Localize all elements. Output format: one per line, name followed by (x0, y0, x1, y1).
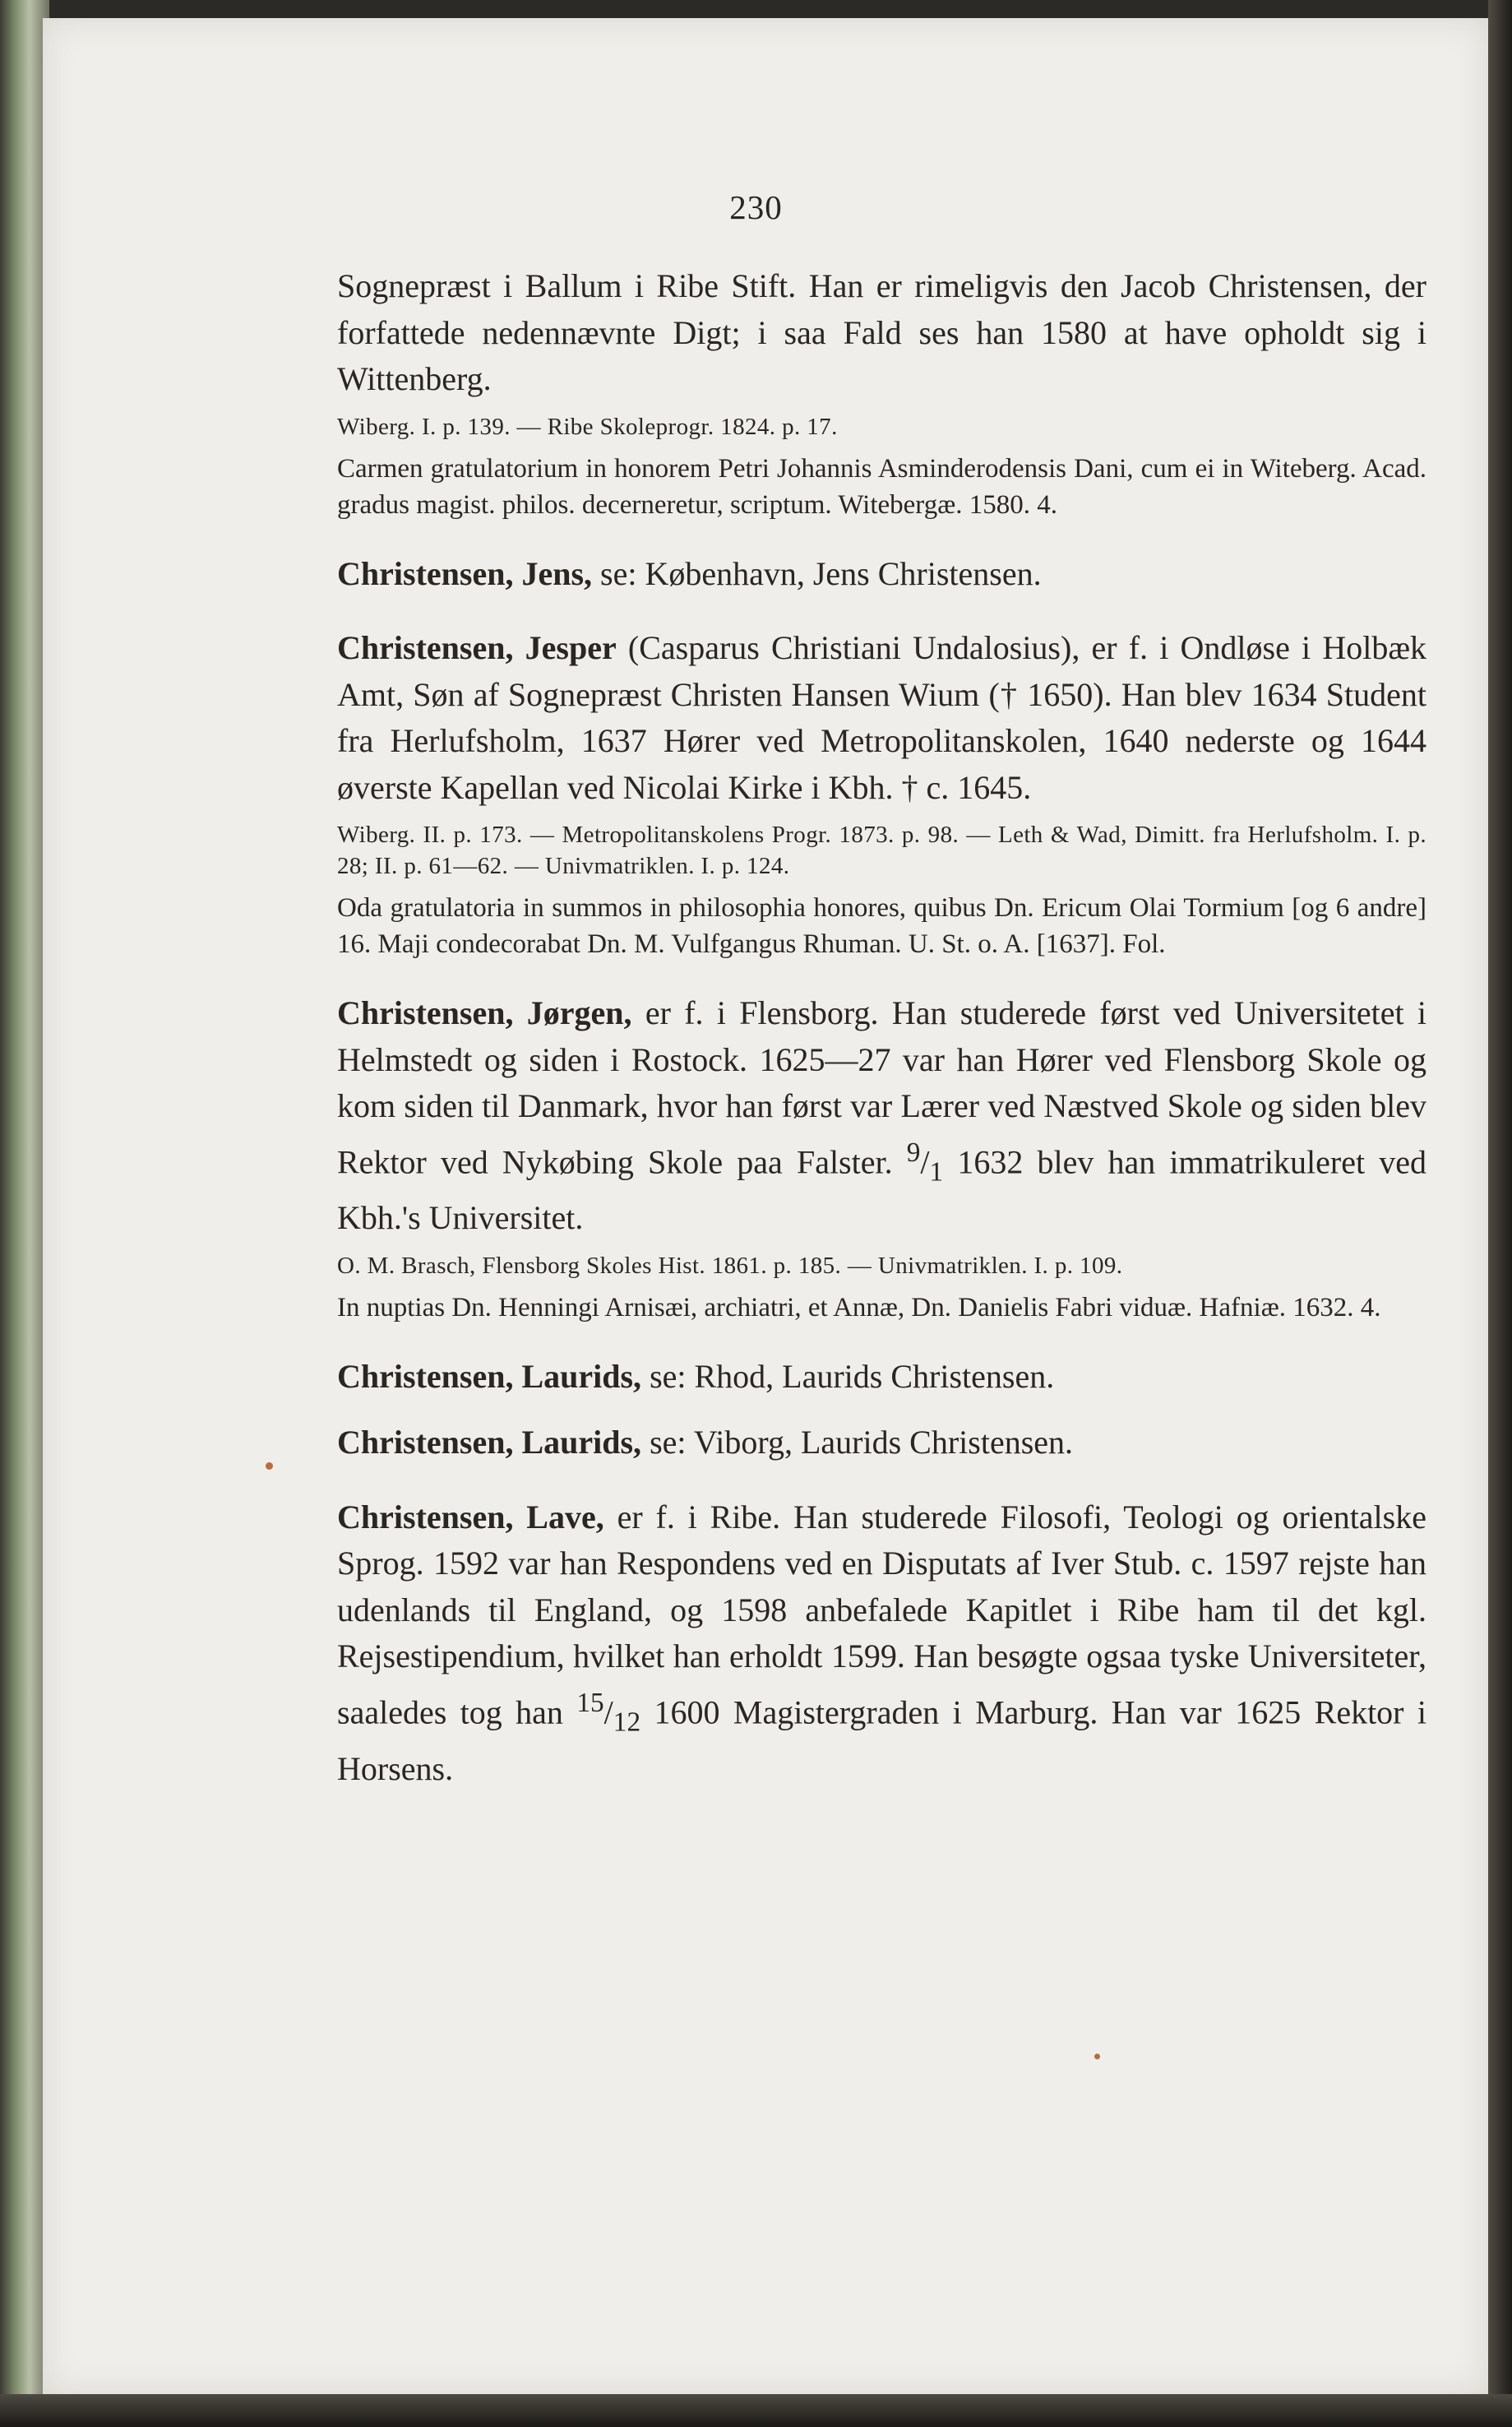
entry-jorgen-fraction-numerator: 9 (906, 1137, 921, 1168)
entry-lave-text-a: er f. i Ribe. Han studerede Filosofi, Teologi og orientalske Sprog. 1592 var han Respondens ved en Disputats af Iver Stub. c. 1597 rejste han udenlands til England, og 1598 anbefalede Kapitlet i Ribe ham til det kgl. Rejsestipendium, hvilket han erholdt 1599. Han besøgte ogsaa tyske Universiteter, saaledes tog han (337, 1498, 1426, 1731)
entry-lave-text-b: 1600 Magistergraden i Marburg. Han var 1625 Rektor i Horsens. (337, 1693, 1427, 1787)
entry-continuation-work: Carmen gratulatorium in honorem Petri Johannis Asminderodensis Dani, cum ei in Witeberg. Acad. gradus magist. philos. decerneretur, scriptum. Witebergæ. 1580. 4. (337, 453, 1426, 520)
entry-jens (337, 551, 1426, 598)
entry-jorgen-references: O. M. Brasch, Flensborg Skoles Hist. 1861. p. 185. — Univmatriklen. I. p. 109. (337, 1252, 1123, 1279)
page-number: 230 (729, 188, 783, 226)
page-bottom-edge (0, 2394, 1512, 2427)
entry-jorgen-work: In nuptias Dn. Henningi Arnisæi, archiatri, et Annæ, Dn. Danielis Fabri viduæ. Hafniæ. 1632. 4. (337, 1292, 1381, 1322)
entry-jorgen-name: Christensen, Jørgen, (337, 994, 632, 1031)
entry-lave-fraction-numerator: 15 (576, 1687, 604, 1718)
entry-jens-text: se: København, Jens Christensen. (600, 554, 1042, 592)
entry-jesper-references: Wiberg. II. p. 173. — Metropolitanskolens Progr. 1873. p. 98. — Leth & Wad, Dimitt. fra Herlufsholm. I. p. 28; II. p. 61—62. — Univmatriklen. I. p. 124. (337, 822, 1426, 879)
entry-jorgen-fraction-denominator: 1 (929, 1156, 944, 1187)
entry-jesper (337, 625, 1426, 811)
entry-lave-name: Christensen, Lave, (337, 1498, 604, 1535)
entry-laurids-viborg (337, 1420, 1426, 1466)
entry-lave: Christensen, Lave, er f. i Ribe. Han studerede Filosofi, Teologi og orientalske Sprog. 1592 var han Respondens ved en Disputats af Iver Stub. c. 1597 rejste han udenlands til England, og 1598 anbefalede Kapitlet i Ribe ham til det kgl. Rejsestipendium, hvilket han erholdt 1599. Han besøgte ogsaa tyske Universiteter, saaledes tog han $^{15}/_{12}$ 1600 Magistergraden i Marburg. Han var 1625 Rektor i Horsens. (337, 1498, 1427, 1787)
entry-laurids-viborg-name: Christensen, Laurids, (337, 1424, 642, 1461)
entry-laurids-rhod (337, 1354, 1426, 1401)
entry-jorgen-text-a: er f. i Flensborg. Han studerede først ved Universitetet i Helmstedt og siden i Rostock. 1625—27 var han Hører ved Flensborg Skole og kom siden til Danmark, hvor han først var Lærer ved Næstved Skole og siden blev Rektor ved Nykøbing Skole paa Falster. (337, 994, 1427, 1180)
entry-jesper-name: Christensen, Jesper (337, 629, 617, 666)
book-spine (0, 0, 49, 2427)
entry-continuation-references: Wiberg. I. p. 139. — Ribe Skoleprogr. 1824. p. 17. (337, 413, 838, 440)
entry-jens-name: Christensen, Jens, (337, 554, 593, 592)
page-content (337, 263, 1426, 1792)
entry-continuation-text: Sognepræst i Ballum i Ribe Stift. Han er rimeligvis den Jacob Christensen, der forfattede nedennævnte Digt; i saa Fald ses han 1580 at have opholdt sig i Wittenberg. (337, 267, 1426, 397)
entry-jorgen: Christensen, Jørgen, er f. i Flensborg. Han studerede først ved Universitetet i Helmstedt og siden i Rostock. 1625—27 var han Hører ved Flensborg Skole og kom siden til Danmark, hvor han først var Lærer ved Næstved Skole og siden blev Rektor ved Nykøbing Skole paa Falster. $^9/_1$ 1632 blev han immatrikuleret ved Kbh.'s Universitet. (337, 994, 1427, 1237)
entry-jesper-work: Oda gratulatoria in summos in philosophia honores, quibus Dn. Ericum Olai Tormium [og 6 andre] 16. Maji condecorabat Dn. M. Vulfgangus Rhuman. U. St. o. A. [1637]. Fol. (337, 893, 1426, 959)
entry-laurids-viborg-text: se: Viborg, Laurids Christensen. (650, 1424, 1074, 1461)
entry-jesper-text: (Casparus Christiani Undalosius), er f. i Ondløse i Holbæk Amt, Søn af Sognepræst Christen Hansen Wium († 1650). Han blev 1634 Student fra Herlufsholm, 1637 Hører ved Metropolitanskolen, 1640 nederste og 1644 øverste Kapellan ved Nicolai Kirke i Kbh. † c. 1645. (337, 629, 1427, 806)
entry-laurids-rhod-name: Christensen, Laurids, (337, 1357, 642, 1395)
page-edge (1488, 0, 1512, 2427)
entry-laurids-rhod-text: se: Rhod, Laurids Christensen. (650, 1357, 1055, 1395)
entry-lave-fraction-denominator: 12 (613, 1707, 641, 1738)
entry-jorgen-text-b: 1632 blev han immatrikuleret ved Kbh.'s Universitet. (337, 1142, 1426, 1237)
